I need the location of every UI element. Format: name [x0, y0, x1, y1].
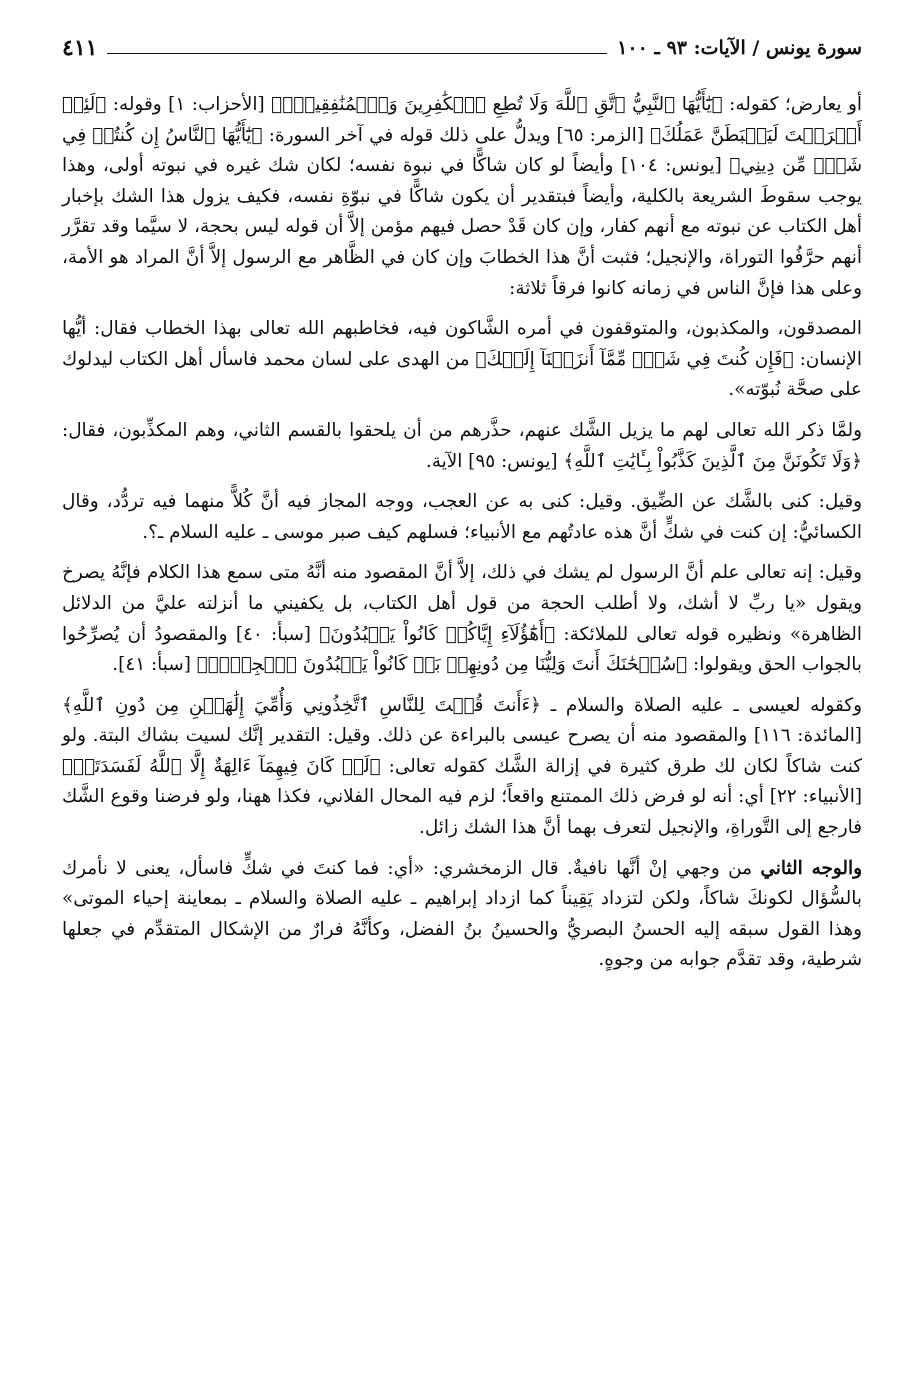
running-header	[62, 30, 862, 60]
paragraph-4: وقيل: كنى بالشَّك عن الضِّيق. وقيل: كنى به عن العجب، ووجه المجاز فيه أنَّ كُلاًّ منهما فيه تردُّد، وقال الكسائيُّ: إن كنت في شكٍّ أنَّ هذه عادتُهم مع الأنبياء؛ فسلهم كيف صبر موسى ـ عليه السلام ـ؟.	[62, 491, 862, 543]
paragraph-1: أو يعارض؛ كقوله: ﴿يَٰٓأَيُّهَا ٱلنَّبِيُّ ٱتَّقِ ٱللَّهَ وَلَا تُطِعِ ٱلۡكَٰفِرِينَ وَٱلۡمُنَٰفِقِينَۚ﴾ [الأحزاب: ١] وقوله: ﴿لَئِنۡ أَشۡرَكۡتَ لَيَحۡبَطَنَّ عَمَلُكَ﴾ [الزمر: ٦٥] ويدلُّ على ذلك قوله في آخر السورة: ﴿يَٰٓأَيُّهَا ٱلنَّاسُ إِن كُنتُمۡ فِي شَكّٖ مِّن دِينِي﴾ [يونس: ١٠٤] وأيضاً لو كان شاكًّا في نبوة نفسه؛ لكان شك غيره في نبوته أولى، وهذا يوجب سقوطَ الشريعة بالكلية، وأيضاً فبتقدير أن يكون شاكًّا في نبوّةِ نفسه، فكيف يزول هذا الشك بإخبار أهل الكتاب عن نبوته مع أنهم كفار، وإن كان قَدْ حصل فيهم مؤمن إلاَّ أن قوله ليس بحجة، لا سيَّما وقد تقرَّر أنهم حرَّفُوا التوراة، والإنجيل؛ فثبت أنَّ هذا الخطابَ وإن كان في الظَّاهر مع الرسول إلاَّ أنَّ المراد هو الأمة، وعلى هذا فإنَّ الناس في زمانه كانوا فرقاً ثلاثة:	[62, 94, 862, 299]
page-body	[62, 90, 862, 976]
paragraph-6: وكقوله لعيسى ـ عليه الصلاة والسلام ـ ﴿ءَأَنتَ قُلۡتَ لِلنَّاسِ ٱتَّخِذُونِي وَأُمِّيَ إِلَٰهَيۡنِ مِن دُونِ ٱللَّهِ﴾ [المائدة: ١١٦] والمقصود منه أن يصرح عيسى بالبراءة عن ذلك. وقيل: التقدير إنَّك لسيت بشاك البتة. ولو كنت شاكاً لكان لك طرق كثيرة في إزالة الشَّك كقوله تعالى: ﴿لَوۡ كَانَ فِيهِمَآ ءَالِهَةٌ إِلَّا ٱللَّهُ لَفَسَدَتَاۚ﴾ [الأنبياء: ٢٢] أي: أنه لو فرض ذلك الممتنع واقعاً؛ لزم فيه المحال الفلاني، فكذا ههنا، ولو فرضنا وقوع الشَّك فارجع إلى التَّوراةِ، والإنجيل لتعرف بهما أنَّ هذا الشك زائل.	[62, 694, 862, 839]
paragraph-2: المصدقون، والمكذبون، والمتوقفون في أمره الشَّاكون فيه، فخاطبهم الله تعالى بهذا الخطاب فقال: أيُّها الإنسان: ﴿فَإِن كُنتَ فِي شَكّٖ مِّمَّآ أَنزَلۡنَآ إِلَيۡكَ﴾ من الهدى على لسان محمد فاسأل أهل الكتاب ليدلوك على صحَّة نُبوّته».	[62, 318, 862, 401]
book-page	[62, 30, 862, 976]
paragraph-7-text: من وجهي إنْ أنَّها نافيةٌ. قال الزمخشري: «أي: فما كنتَ في شكٍّ فاسأل، يعنى لا نأمرك بالسُّؤال لكونكَ شاكاً، ولكن لتزداد يَقِيناً كما ازداد إبراهيم ـ عليه الصلاة والسلام ـ بمعاينة إحياء الموتى» وهذا القول سبقه إليه الحسنُ البصريُّ والحسينُ بنُ الفضل، وكأنَّهُ فرارٌ من الإشكال المتقدِّم في جعلها شرطية، وقد تقدَّم جوابه من وجوهٍ.	[62, 857, 862, 971]
header-title: سورة يونس / الآيات: ٩٣ ـ ١٠٠	[617, 37, 862, 59]
paragraph-7-lead: والوجه الثاني	[760, 857, 862, 879]
header-rule	[107, 53, 607, 54]
paragraph-7	[62, 854, 862, 976]
paragraph-5: وقيل: إنه تعالى علم أنَّ الرسول لم يشك في ذلك، إلاَّ أنَّ المقصود منه أنَّهُ متى سمع هذا الكلام فإنَّهُ يصرخ ويقول «يا ربِّ لا أشك، ولا أطلب الحجة من قول أهل الكتاب، بل يكفيني ما أنزلته عليَّ من الدلائل الظاهرة» ونظيره قوله تعالى للملائكة: ﴿أَهَٰٓؤُلَآءِ إِيَّاكُمۡ كَانُواْ يَعۡبُدُونَ﴾ [سبأ: ٤٠] والمقصودُ أن يُصرِّحُوا بالجواب الحق ويقولوا: ﴿سُبۡحَٰنَكَ أَنتَ وَلِيُّنَا مِن دُونِهِمۖ بَلۡ كَانُواْ يَعۡبُدُونَ ٱلۡجِنَّۖ﴾ [سبأ: ٤١].	[62, 562, 863, 676]
page-number: ٤١١	[62, 35, 98, 61]
paragraph-3: ولمَّا ذكر الله تعالى لهم ما يزيل الشَّك عنهم، حذَّرهم من أن يلحقوا بالقسم الثاني، وهم المكذِّبون، فقال: ﴿وَلَا تَكُونَنَّ مِنَ ٱلَّذِينَ كَذَّبُواْ بِـَٔايَٰتِ ٱللَّهِ﴾ [يونس: ٩٥] الآية.	[62, 419, 862, 472]
